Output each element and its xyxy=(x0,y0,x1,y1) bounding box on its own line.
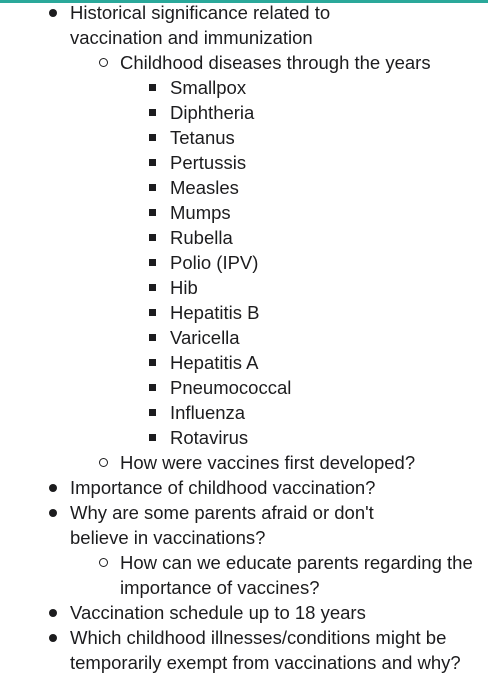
disease-item xyxy=(0,225,488,250)
filled-bullet-icon xyxy=(49,9,57,17)
outline-item-text: Importance of childhood vaccination? xyxy=(70,477,376,498)
disease-item xyxy=(0,175,488,200)
disease-label: Pertussis xyxy=(170,152,247,173)
disease-label: Polio (IPV) xyxy=(170,252,259,273)
square-bullet-icon xyxy=(149,184,156,191)
disease-label: Mumps xyxy=(170,202,231,223)
disease-item xyxy=(0,300,488,325)
square-bullet-icon xyxy=(149,209,156,216)
filled-bullet-icon xyxy=(49,484,57,492)
square-bullet-icon xyxy=(149,309,156,316)
disease-label: Rotavirus xyxy=(170,427,249,448)
outline-subitem-vaccines-developed xyxy=(0,450,488,475)
outline-item-historical-significance xyxy=(0,0,375,50)
square-bullet-icon xyxy=(149,259,156,266)
disease-item xyxy=(0,400,488,425)
square-bullet-icon xyxy=(149,409,156,416)
outline-item-exempt xyxy=(0,625,470,675)
outline-item-schedule xyxy=(0,600,488,625)
filled-bullet-icon xyxy=(49,609,57,617)
disease-label: Varicella xyxy=(170,327,240,348)
disease-label: Hib xyxy=(170,277,198,298)
disease-item xyxy=(0,200,488,225)
outline-subitem-educate-parents xyxy=(0,550,480,600)
hollow-bullet-icon xyxy=(99,58,108,67)
hollow-bullet-icon xyxy=(99,558,108,567)
disease-item xyxy=(0,350,488,375)
disease-item xyxy=(0,125,488,150)
outline-item-text: Vaccination schedule up to 18 years xyxy=(70,602,366,623)
filled-bullet-icon xyxy=(49,509,57,517)
square-bullet-icon xyxy=(149,434,156,441)
disease-item xyxy=(0,250,488,275)
disease-label: Hepatitis B xyxy=(170,302,260,323)
outline-item-parents-afraid xyxy=(0,500,420,550)
hollow-bullet-icon xyxy=(99,458,108,467)
square-bullet-icon xyxy=(149,84,156,91)
square-bullet-icon xyxy=(149,109,156,116)
filled-bullet-icon xyxy=(49,634,57,642)
outline-subitem-childhood-diseases xyxy=(0,50,488,75)
outline-item-importance xyxy=(0,475,488,500)
outline-subitem-text: Childhood diseases through the years xyxy=(120,52,431,73)
square-bullet-icon xyxy=(149,159,156,166)
disease-item xyxy=(0,425,488,450)
square-bullet-icon xyxy=(149,134,156,141)
outline-subitem-text: How were vaccines first developed? xyxy=(120,452,416,473)
square-bullet-icon xyxy=(149,234,156,241)
disease-item xyxy=(0,150,488,175)
disease-item xyxy=(0,375,488,400)
square-bullet-icon xyxy=(149,359,156,366)
disease-label: Measles xyxy=(170,177,239,198)
disease-item xyxy=(0,75,488,100)
outline-item-text: Why are some parents afraid or don't believe in vaccinations? xyxy=(70,502,374,548)
disease-item xyxy=(0,325,488,350)
disease-label: Rubella xyxy=(170,227,233,248)
square-bullet-icon xyxy=(149,384,156,391)
disease-label: Tetanus xyxy=(170,127,235,148)
outline-subitem-text: How can we educate parents regarding the importance of vaccines? xyxy=(120,552,473,598)
disease-label: Diphtheria xyxy=(170,102,255,123)
square-bullet-icon xyxy=(149,284,156,291)
disease-label: Smallpox xyxy=(170,77,247,98)
outline-item-text: Historical significance related to vaccination and immunization xyxy=(70,2,331,48)
disease-label: Influenza xyxy=(170,402,246,423)
disease-item xyxy=(0,275,488,300)
square-bullet-icon xyxy=(149,334,156,341)
disease-item xyxy=(0,100,488,125)
disease-label: Hepatitis A xyxy=(170,352,259,373)
outline-item-text: Which childhood illnesses/conditions might be temporarily exempt from vaccinations and why? xyxy=(70,627,461,673)
disease-label: Pneumococcal xyxy=(170,377,292,398)
